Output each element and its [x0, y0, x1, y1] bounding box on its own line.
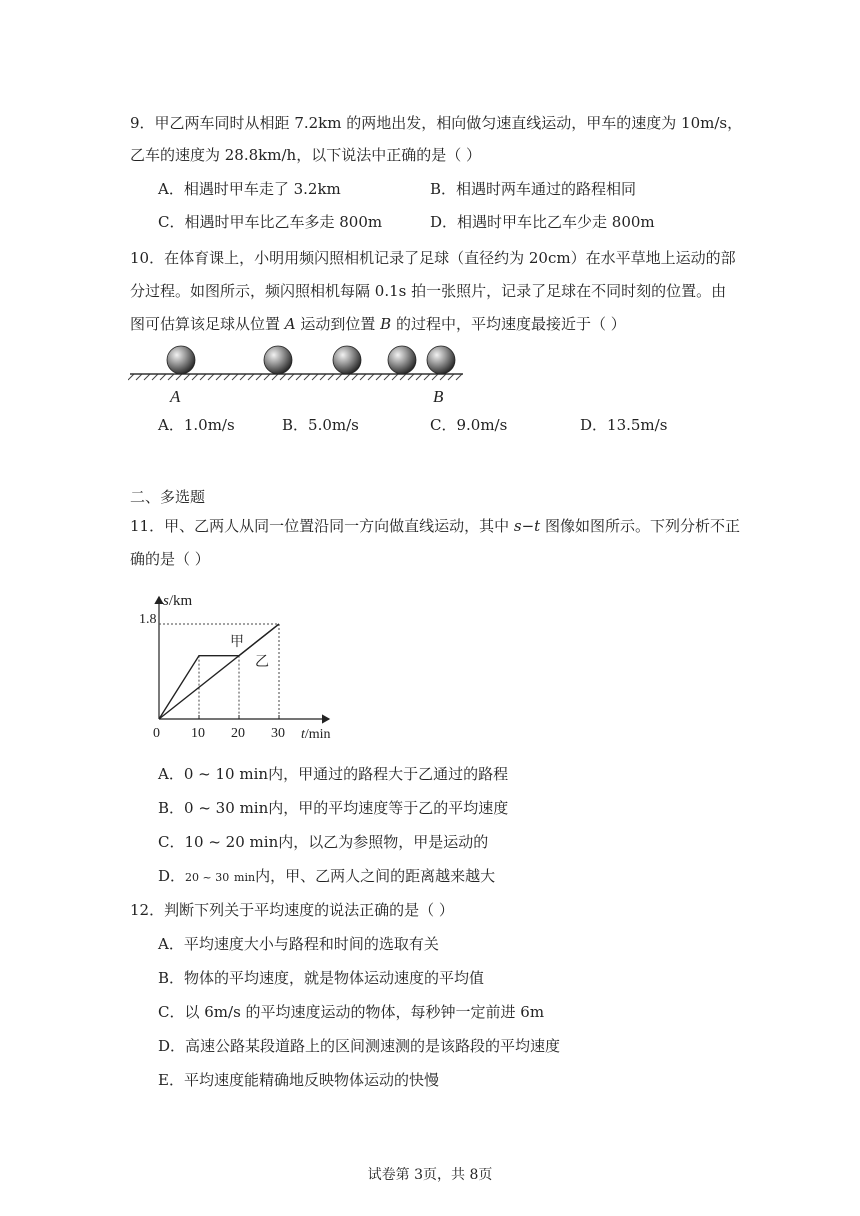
hatch-mark [336, 374, 342, 380]
ball-3 [333, 346, 361, 374]
series-label-jia: 甲 [230, 635, 244, 650]
q10-stem-line1: 10．在体育课上，小明用频闪照相机记录了足球（直径约为 20cm）在水平草地上运动的部 [130, 249, 736, 267]
hatch-mark [424, 374, 430, 380]
q10-stem-pos-a: A [284, 315, 296, 333]
hatch-mark [208, 374, 214, 380]
q9-stem-line2: 乙车的速度为 28.8km/h，以下说法中正确的是（ ） [130, 146, 481, 164]
q11-b-unit: min [239, 799, 269, 817]
hatch-mark [440, 374, 446, 380]
q10-stem-line2: 分过程。如图所示，频闪照相机每隔 0.1s 拍一张照片，记录了足球在不同时刻的位置。由 [130, 282, 727, 300]
q11-b-range: 0 ~ 30 [184, 799, 235, 817]
hatch-mark [320, 374, 326, 380]
q9-option-c: C．相遇时甲车比乙车多走 800m [158, 213, 383, 231]
q11-c-text: 内，以乙为参照物，甲是运动的 [278, 833, 489, 851]
q11-b-prefix: B． [158, 799, 185, 817]
hatch-mark [288, 374, 294, 380]
q11-stem-t: t [534, 517, 541, 535]
hatch-mark [392, 374, 398, 380]
q9-option-d: D．相遇时甲车比乙车少走 800m [430, 213, 655, 231]
q11-stem-line1 [130, 515, 740, 537]
q11-d-range: 20 ~ 30 [185, 871, 230, 884]
series-label-yi: 乙 [255, 655, 269, 670]
x-axis-label [301, 727, 331, 742]
q11-st-chart [125, 585, 350, 750]
q11-a-prefix: A． [158, 765, 184, 783]
hatch-mark [256, 374, 262, 380]
hatch-mark [160, 374, 166, 380]
hatch-mark [456, 374, 462, 380]
q12-option-a: A．平均速度大小与路程和时间的选取有关 [158, 935, 439, 953]
q10-stem-pos-b: B [380, 315, 392, 333]
y-axis-label-var: s [163, 593, 169, 609]
q11-c-prefix: C． [158, 833, 185, 851]
y-axis-label-unit: /km [168, 593, 193, 609]
hatch-mark [144, 374, 150, 380]
page-footer: 试卷第 3页，共 8页 [367, 1167, 493, 1183]
ball-1 [167, 346, 195, 374]
hatch-mark [192, 374, 198, 380]
hatch-mark [280, 374, 286, 380]
y-axis-label [163, 593, 193, 609]
hatch-mark [216, 374, 222, 380]
section-title-multiple-choice: 二、多选题 [130, 488, 206, 506]
q10-stem-text-b: 运动到位置 [295, 315, 381, 333]
q10-option-a: A．1.0m/s [158, 416, 235, 434]
hatch-mark [448, 374, 454, 380]
q10-option-d: D．13.5m/s [580, 416, 668, 434]
y-tick-label-1-8: 1.8 [139, 612, 157, 627]
hatch-mark [136, 374, 142, 380]
hatch-mark [360, 374, 366, 380]
q12-option-b: B．物体的平均速度，就是物体运动速度的平均值 [158, 969, 485, 987]
q11-option-d [158, 865, 495, 889]
hatch-mark [168, 374, 174, 380]
q11-d-unit: min [234, 871, 256, 884]
ball-2 [264, 346, 292, 374]
q10-stem-text-a: 图可估算该足球从位置 [130, 315, 285, 333]
ball-4 [388, 346, 416, 374]
q10-stem-text-c: 的过程中，平均速度最接近于（ ） [391, 315, 626, 333]
q11-stem-dash: − [521, 517, 535, 535]
hatch-mark [240, 374, 246, 380]
hatch-mark [184, 374, 190, 380]
label-position-b: B [433, 387, 444, 406]
q10-ball-figure [128, 340, 468, 408]
x-tick-label-10: 10 [191, 726, 205, 741]
hatch-mark [400, 374, 406, 380]
x-tick-label-20: 20 [231, 726, 245, 741]
q12-option-e: E．平均速度能精确地反映物体运动的快慢 [158, 1071, 439, 1089]
q11-c-range: 10 ~ 20 [184, 833, 245, 851]
q9-option-a: A．相遇时甲车走了 3.2km [158, 180, 341, 198]
q11-a-unit: min [239, 765, 269, 783]
q11-option-b [158, 797, 508, 819]
q10-option-b: B．5.0m/s [282, 416, 359, 434]
hatch-mark [416, 374, 422, 380]
hatch-mark [224, 374, 230, 380]
q11-option-c [158, 831, 488, 853]
q9-stem-line1: 9．甲乙两车同时从相距 7.2km 的两地出发，相向做匀速直线运动，甲车的速度为 10m/s， [130, 114, 743, 132]
chart-series [159, 624, 279, 719]
q11-a-text: 内，甲通过的路程大于乙通过的路程 [268, 765, 509, 783]
q11-stem-line2: 确的是（ ） [130, 550, 210, 568]
q12-stem: 12．判断下列关于平均速度的说法正确的是（ ） [130, 901, 454, 919]
ball-5 [427, 346, 455, 374]
origin-label: 0 [153, 726, 160, 741]
q11-b-text: 内，甲的平均速度等于乙的平均速度 [268, 799, 509, 817]
q11-d-prefix: D． [158, 867, 186, 885]
hatch-mark [376, 374, 382, 380]
hatch-mark [264, 374, 270, 380]
hatch-mark [408, 374, 414, 380]
q11-c-unit: min [249, 833, 279, 851]
hatch-mark [152, 374, 158, 380]
q9-option-b: B．相遇时两车通过的路程相同 [430, 180, 637, 198]
hatch-mark [200, 374, 206, 380]
x-axis-label-var: t [301, 727, 305, 742]
q10-stem-line3 [130, 313, 626, 335]
x-axis-label-unit: /min [304, 727, 331, 742]
hatch-mark [296, 374, 302, 380]
hatch-mark [272, 374, 278, 380]
x-tick-label-30: 30 [271, 726, 285, 741]
hatch-mark [352, 374, 358, 380]
hatch-mark [432, 374, 438, 380]
q11-d-text: 内，甲、乙两人之间的距离越来越大 [255, 867, 496, 885]
q11-option-a [158, 763, 508, 785]
hatch-mark [128, 374, 134, 380]
hatch-mark [232, 374, 238, 380]
q11-a-range: 0 ~ 10 [183, 765, 235, 783]
hatch-mark [384, 374, 390, 380]
label-position-a: A [170, 387, 181, 406]
hatch-mark [328, 374, 334, 380]
hatch-mark [344, 374, 350, 380]
hatch-mark [176, 374, 182, 380]
hatch-mark [248, 374, 254, 380]
hatch-mark [304, 374, 310, 380]
q11-stem-text-b: 图像如图所示。下列分析不正 [540, 517, 740, 535]
q12-option-d: D．高速公路某段道路上的区间测速测的是该路段的平均速度 [158, 1037, 561, 1055]
hatch-mark [368, 374, 374, 380]
q12-option-c: C．以 6m/s 的平均速度运动的物体，每秒钟一定前进 6m [158, 1003, 545, 1021]
q11-stem-text-a: 11．甲、乙两人从同一位置沿同一方向做直线运动，其中 [130, 517, 514, 535]
q10-option-c: C．9.0m/s [430, 416, 508, 434]
hatch-mark [312, 374, 318, 380]
ground-hatch [128, 374, 462, 380]
q11-stem-s: s [513, 517, 522, 535]
